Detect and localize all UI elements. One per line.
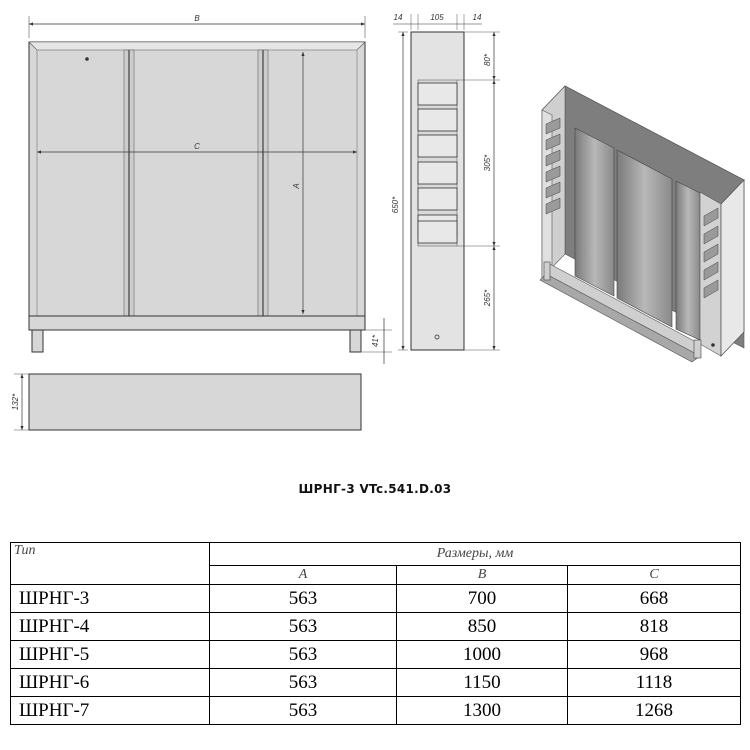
dimension-side-mid-label: 105 xyxy=(430,13,444,22)
table-header-row xyxy=(11,543,741,566)
row-value-b: 700 xyxy=(397,585,568,613)
dimension-b-label: B xyxy=(194,14,200,23)
column-header-b: B xyxy=(397,566,568,585)
row-value-a: 563 xyxy=(210,669,397,697)
row-type: ШРНГ-6 xyxy=(11,669,210,697)
column-header-a: A xyxy=(210,566,397,585)
dimensions-table xyxy=(10,542,741,725)
side-view xyxy=(411,32,464,350)
row-value-b: 1000 xyxy=(397,641,568,669)
row-type: ШРНГ-3 xyxy=(11,585,210,613)
drawing-title: ШРНГ-3 VTc.541.D.03 xyxy=(298,482,452,496)
dimension-side-right-label: 14 xyxy=(472,13,482,22)
row-type: ШРНГ-7 xyxy=(11,697,210,725)
row-value-a: 563 xyxy=(210,585,397,613)
table-row xyxy=(11,613,741,641)
dimension-pitch-label: 305* xyxy=(483,154,492,172)
row-type: ШРНГ-4 xyxy=(11,613,210,641)
row-value-c: 1118 xyxy=(568,669,741,697)
table-row xyxy=(11,641,741,669)
row-value-a: 563 xyxy=(210,641,397,669)
row-value-c: 668 xyxy=(568,585,741,613)
dimension-c-label: C xyxy=(194,142,200,151)
top-view xyxy=(11,374,361,430)
type-header: Тип xyxy=(11,543,210,585)
row-type: ШРНГ-5 xyxy=(11,641,210,669)
front-view xyxy=(29,42,365,352)
column-header-c: C xyxy=(568,566,741,585)
row-value-c: 818 xyxy=(568,613,741,641)
table-row xyxy=(11,585,741,613)
table-row xyxy=(11,697,741,725)
isometric-view xyxy=(540,86,744,362)
row-value-a: 563 xyxy=(210,697,397,725)
dimension-bottom-offset-label: 265* xyxy=(483,289,492,307)
dimension-top-offset-label: 80* xyxy=(483,53,492,67)
dimensions-group-header: Размеры, мм xyxy=(210,543,741,566)
table-row xyxy=(11,669,741,697)
row-value-b: 1300 xyxy=(397,697,568,725)
dimension-total-height-label: 650* xyxy=(391,196,400,214)
row-value-b: 850 xyxy=(397,613,568,641)
dimension-leg-label: 41* xyxy=(371,334,380,348)
row-value-a: 563 xyxy=(210,613,397,641)
row-value-b: 1150 xyxy=(397,669,568,697)
dimension-side-left-label: 14 xyxy=(393,13,403,22)
dimension-a-label: A xyxy=(292,183,301,189)
row-value-c: 968 xyxy=(568,641,741,669)
dimension-depth-label: 132* xyxy=(11,393,20,411)
row-value-c: 1268 xyxy=(568,697,741,725)
